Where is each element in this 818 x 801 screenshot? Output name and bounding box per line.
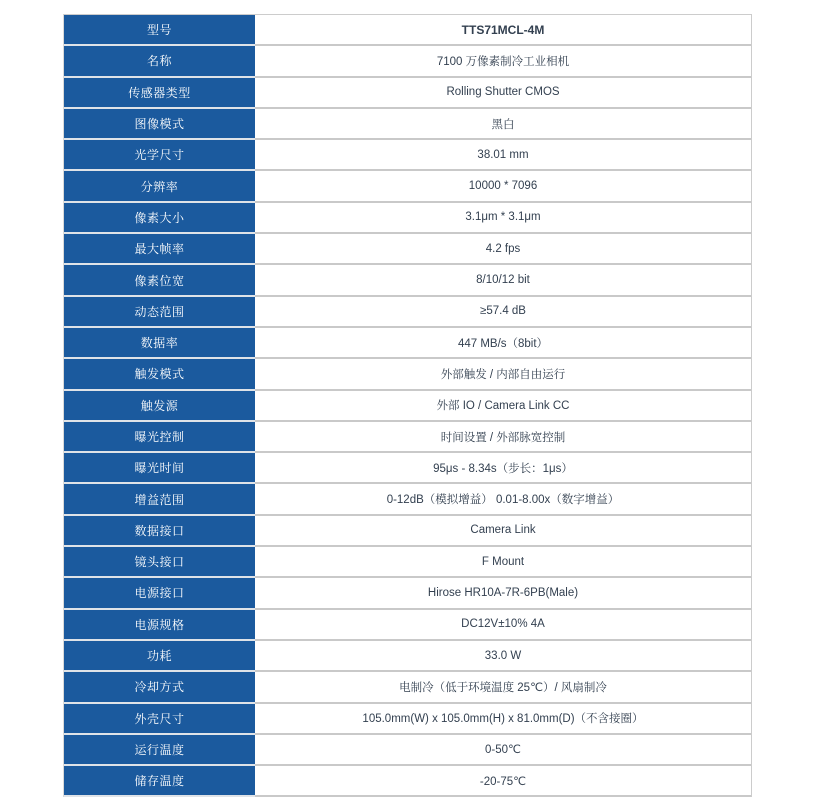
table-row-gain-range	[64, 484, 751, 515]
spec-value-data-interface: Camera Link	[255, 516, 751, 547]
spec-value-name: 7100 万像素制冷工业相机	[255, 46, 751, 77]
spec-label-power-connector: 电源接口	[64, 578, 255, 609]
spec-value-max-frame-rate: 4.2 fps	[255, 234, 751, 265]
spec-value-trigger-mode: 外部触发 / 内部自由运行	[255, 359, 751, 390]
spec-label-model: 型号	[64, 15, 255, 46]
spec-value-storage-temp: -20-75℃	[255, 766, 751, 797]
spec-label-cooling-method: 冷却方式	[64, 672, 255, 703]
table-row-storage-temp	[64, 766, 751, 797]
spec-label-trigger-source: 触发源	[64, 391, 255, 422]
spec-label-max-frame-rate: 最大帧率	[64, 234, 255, 265]
spec-value-power-consumption: 33.0 W	[255, 641, 751, 672]
spec-value-cooling-method: 电制冷（低于环境温度 25℃）/ 风扇制冷	[255, 672, 751, 703]
spec-label-sensor-type: 传感器类型	[64, 78, 255, 109]
spec-label-pixel-size: 像素大小	[64, 203, 255, 234]
spec-value-pixel-size: 3.1μm * 3.1μm	[255, 203, 751, 234]
table-row-housing-size	[64, 704, 751, 735]
spec-label-power-spec: 电源规格	[64, 610, 255, 641]
spec-value-trigger-source: 外部 IO / Camera Link CC	[255, 391, 751, 422]
spec-label-gain-range: 增益范围	[64, 484, 255, 515]
table-row-name	[64, 46, 751, 77]
spec-label-power-consumption: 功耗	[64, 641, 255, 672]
table-row-trigger-source	[64, 391, 751, 422]
table-row-exposure-time	[64, 453, 751, 484]
spec-value-sensor-type: Rolling Shutter CMOS	[255, 78, 751, 109]
spec-value-power-connector: Hirose HR10A-7R-6PB(Male)	[255, 578, 751, 609]
table-row-pixel-bit-depth	[64, 265, 751, 296]
table-row-pixel-size	[64, 203, 751, 234]
spec-label-dynamic-range: 动态范围	[64, 297, 255, 328]
table-row-dynamic-range	[64, 297, 751, 328]
table-row-power-connector	[64, 578, 751, 609]
table-row-optical-size	[64, 140, 751, 171]
spec-label-storage-temp: 储存温度	[64, 766, 255, 797]
spec-label-housing-size: 外壳尺寸	[64, 704, 255, 735]
spec-value-dynamic-range: ≥57.4 dB	[255, 297, 751, 328]
spec-label-exposure-time: 曝光时间	[64, 453, 255, 484]
spec-value-image-mode: 黑白	[255, 109, 751, 140]
spec-label-lens-mount: 镜头接口	[64, 547, 255, 578]
table-row-data-interface	[64, 516, 751, 547]
table-row-image-mode	[64, 109, 751, 140]
spec-value-operating-temp: 0-50℃	[255, 735, 751, 766]
spec-label-name: 名称	[64, 46, 255, 77]
table-row-resolution	[64, 171, 751, 202]
table-row-lens-mount	[64, 547, 751, 578]
table-row-power-consumption	[64, 641, 751, 672]
spec-label-resolution: 分辨率	[64, 171, 255, 202]
spec-value-housing-size: 105.0mm(W) x 105.0mm(H) x 81.0mm(D)（不含接圈）	[255, 704, 751, 735]
table-row-cooling-method	[64, 672, 751, 703]
spec-value-optical-size: 38.01 mm	[255, 140, 751, 171]
spec-value-power-spec: DC12V±10% 4A	[255, 610, 751, 641]
spec-label-trigger-mode: 触发模式	[64, 359, 255, 390]
spec-label-optical-size: 光学尺寸	[64, 140, 255, 171]
spec-value-gain-range: 0-12dB（模拟增益） 0.01-8.00x（数字增益）	[255, 484, 751, 515]
spec-value-exposure-time: 95μs - 8.34s（步长：1μs）	[255, 453, 751, 484]
table-row-sensor-type	[64, 78, 751, 109]
spec-label-pixel-bit-depth: 像素位宽	[64, 265, 255, 296]
spec-label-operating-temp: 运行温度	[64, 735, 255, 766]
table-row-max-frame-rate	[64, 234, 751, 265]
table-row-power-spec	[64, 610, 751, 641]
camera-spec-table	[63, 14, 752, 797]
table-row-operating-temp	[64, 735, 751, 766]
spec-value-exposure-control: 时间设置 / 外部脉宽控制	[255, 422, 751, 453]
spec-label-exposure-control: 曝光控制	[64, 422, 255, 453]
spec-value-lens-mount: F Mount	[255, 547, 751, 578]
spec-value-resolution: 10000 * 7096	[255, 171, 751, 202]
spec-label-image-mode: 图像模式	[64, 109, 255, 140]
table-row-data-rate	[64, 328, 751, 359]
spec-label-data-rate: 数据率	[64, 328, 255, 359]
spec-value-pixel-bit-depth: 8/10/12 bit	[255, 265, 751, 296]
table-row-exposure-control	[64, 422, 751, 453]
table-row-trigger-mode	[64, 359, 751, 390]
table-row-model	[64, 15, 751, 46]
spec-value-model: TTS71MCL-4M	[255, 15, 751, 46]
spec-label-data-interface: 数据接口	[64, 516, 255, 547]
spec-value-data-rate: 447 MB/s（8bit）	[255, 328, 751, 359]
